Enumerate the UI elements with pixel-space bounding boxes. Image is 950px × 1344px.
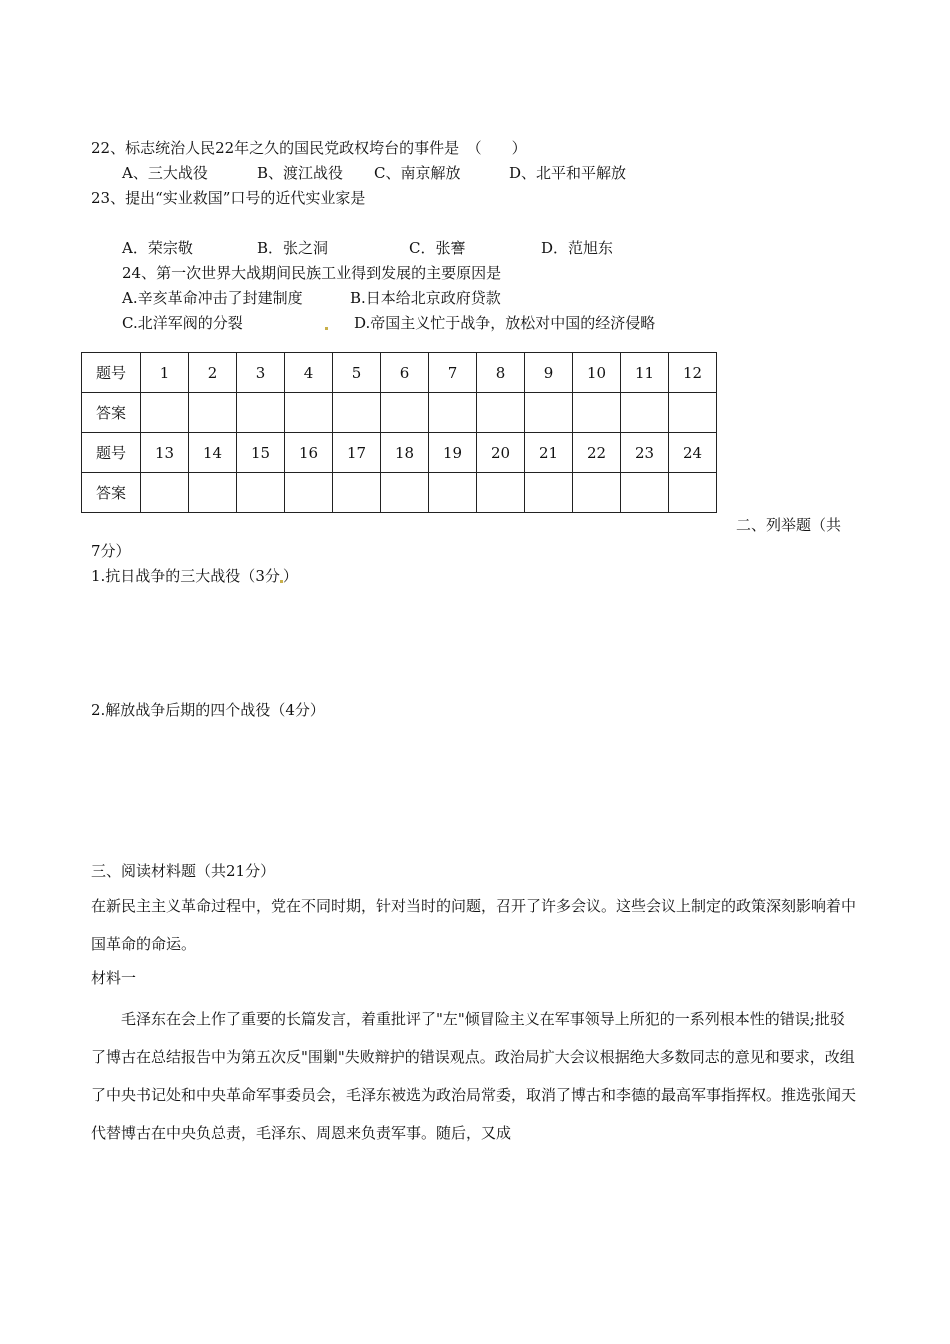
table-row — [82, 353, 717, 393]
section2-q1-end: ） — [282, 567, 298, 585]
q23-option-a: A．荣宗敬 — [122, 239, 193, 257]
section2-q2: 2.解放战争后期的四个战役（4分） — [91, 701, 325, 719]
answer-cell[interactable] — [669, 473, 717, 513]
section2-title: 二、列举题（共 — [736, 516, 842, 534]
answer-cell[interactable] — [525, 473, 573, 513]
table-cell: 22 — [573, 433, 621, 473]
table-cell-label: 答案 — [82, 393, 141, 433]
table-cell-label: 题号 — [82, 433, 141, 473]
q24-option-c: C.北洋军阀的分裂 — [122, 314, 243, 332]
q22-stem: 22、标志统治人民22年之久的国民党政权垮台的事件是 （ ） — [91, 139, 527, 157]
table-cell: 18 — [381, 433, 429, 473]
section2-q1-text: 1.抗日战争的三大战役（3分 — [91, 567, 280, 585]
table-cell: 11 — [621, 353, 669, 393]
answer-cell[interactable] — [285, 393, 333, 433]
answer-cell[interactable] — [669, 393, 717, 433]
answer-cell[interactable] — [621, 393, 669, 433]
table-cell: 2 — [189, 353, 237, 393]
table-cell: 12 — [669, 353, 717, 393]
q22-option-c: C、南京解放 — [374, 164, 461, 182]
answer-cell[interactable] — [237, 393, 285, 433]
section2-q1 — [91, 566, 298, 586]
table-cell-label: 答案 — [82, 473, 141, 513]
answer-cell[interactable] — [285, 473, 333, 513]
q22-option-d: D、北平和平解放 — [509, 164, 627, 182]
answer-cell[interactable] — [573, 473, 621, 513]
q23-option-d: D．范旭东 — [541, 239, 614, 257]
answer-cell[interactable] — [477, 473, 525, 513]
answer-table — [81, 352, 717, 513]
answer-cell[interactable] — [333, 393, 381, 433]
table-cell: 8 — [477, 353, 525, 393]
answer-cell[interactable] — [429, 393, 477, 433]
q24-option-d: D.帝国主义忙于战争，放松对中国的经济侵略 — [354, 314, 656, 332]
table-cell: 16 — [285, 433, 333, 473]
q24-option-a: A.辛亥革命冲击了封建制度 — [122, 289, 303, 307]
table-row — [82, 433, 717, 473]
answer-cell[interactable] — [141, 473, 189, 513]
answer-cell[interactable] — [189, 473, 237, 513]
answer-cell[interactable] — [621, 473, 669, 513]
answer-cell[interactable] — [429, 473, 477, 513]
table-row — [82, 393, 717, 433]
section3-title: 三、阅读材料题（共21分） — [91, 862, 276, 880]
table-cell: 19 — [429, 433, 477, 473]
table-cell: 13 — [141, 433, 189, 473]
table-cell: 4 — [285, 353, 333, 393]
q24-stem: 24、第一次世界大战期间民族工业得到发展的主要原因是 — [122, 264, 502, 282]
table-cell: 5 — [333, 353, 381, 393]
q23-option-c: C．张謇 — [409, 239, 466, 257]
answer-cell[interactable] — [573, 393, 621, 433]
table-cell: 6 — [381, 353, 429, 393]
q23-stem: 23、提出“实业救国”口号的近代实业家是 — [91, 189, 366, 207]
answer-cell[interactable] — [237, 473, 285, 513]
q22-option-a: A、三大战役 — [122, 164, 208, 182]
table-cell: 9 — [525, 353, 573, 393]
stray-dot — [325, 327, 328, 330]
table-cell: 14 — [189, 433, 237, 473]
table-cell: 1 — [141, 353, 189, 393]
answer-cell[interactable] — [525, 393, 573, 433]
table-cell: 15 — [237, 433, 285, 473]
material-text: 毛泽东在会上作了重要的长篇发言，着重批评了"左"倾冒险主义在军事领导上所犯的一系列根本性的错误;批驳了博古在总结报告中为第五次反"围剿"失败辩护的错误观点。政治局扩大会议根据绝大多数同志的意见和要求，改组了中央书记处和中央革命军事委员会，毛泽东被选为政治局常委，取消了博古和李德的最高军事指挥权。推选张闻天代替博古在中央负总责，毛泽东、周恩来负责军事。随后，又成 — [91, 1010, 857, 1142]
answer-cell[interactable] — [381, 473, 429, 513]
table-cell-label: 题号 — [82, 353, 141, 393]
table-row — [82, 473, 717, 513]
answer-cell[interactable] — [141, 393, 189, 433]
material-label: 材料一 — [91, 969, 137, 987]
answer-cell[interactable] — [189, 393, 237, 433]
section3-intro: 在新民主主义革命过程中，党在不同时期，针对当时的问题，召开了许多会议。这些会议上制定的政策深刻影响着中国革命的命运。 — [91, 897, 857, 953]
section2-title-cont: 7分） — [91, 542, 131, 560]
answer-cell[interactable] — [333, 473, 381, 513]
q22-option-b: B、渡江战役 — [257, 164, 344, 182]
table-cell: 20 — [477, 433, 525, 473]
q24-option-b: B.日本给北京政府贷款 — [350, 289, 501, 307]
answer-cell[interactable] — [381, 393, 429, 433]
table-cell: 23 — [621, 433, 669, 473]
q23-option-b: B．张之洞 — [257, 239, 329, 257]
answer-cell[interactable] — [477, 393, 525, 433]
table-cell: 24 — [669, 433, 717, 473]
table-cell: 21 — [525, 433, 573, 473]
table-cell: 10 — [573, 353, 621, 393]
table-cell: 17 — [333, 433, 381, 473]
table-cell: 7 — [429, 353, 477, 393]
table-cell: 3 — [237, 353, 285, 393]
